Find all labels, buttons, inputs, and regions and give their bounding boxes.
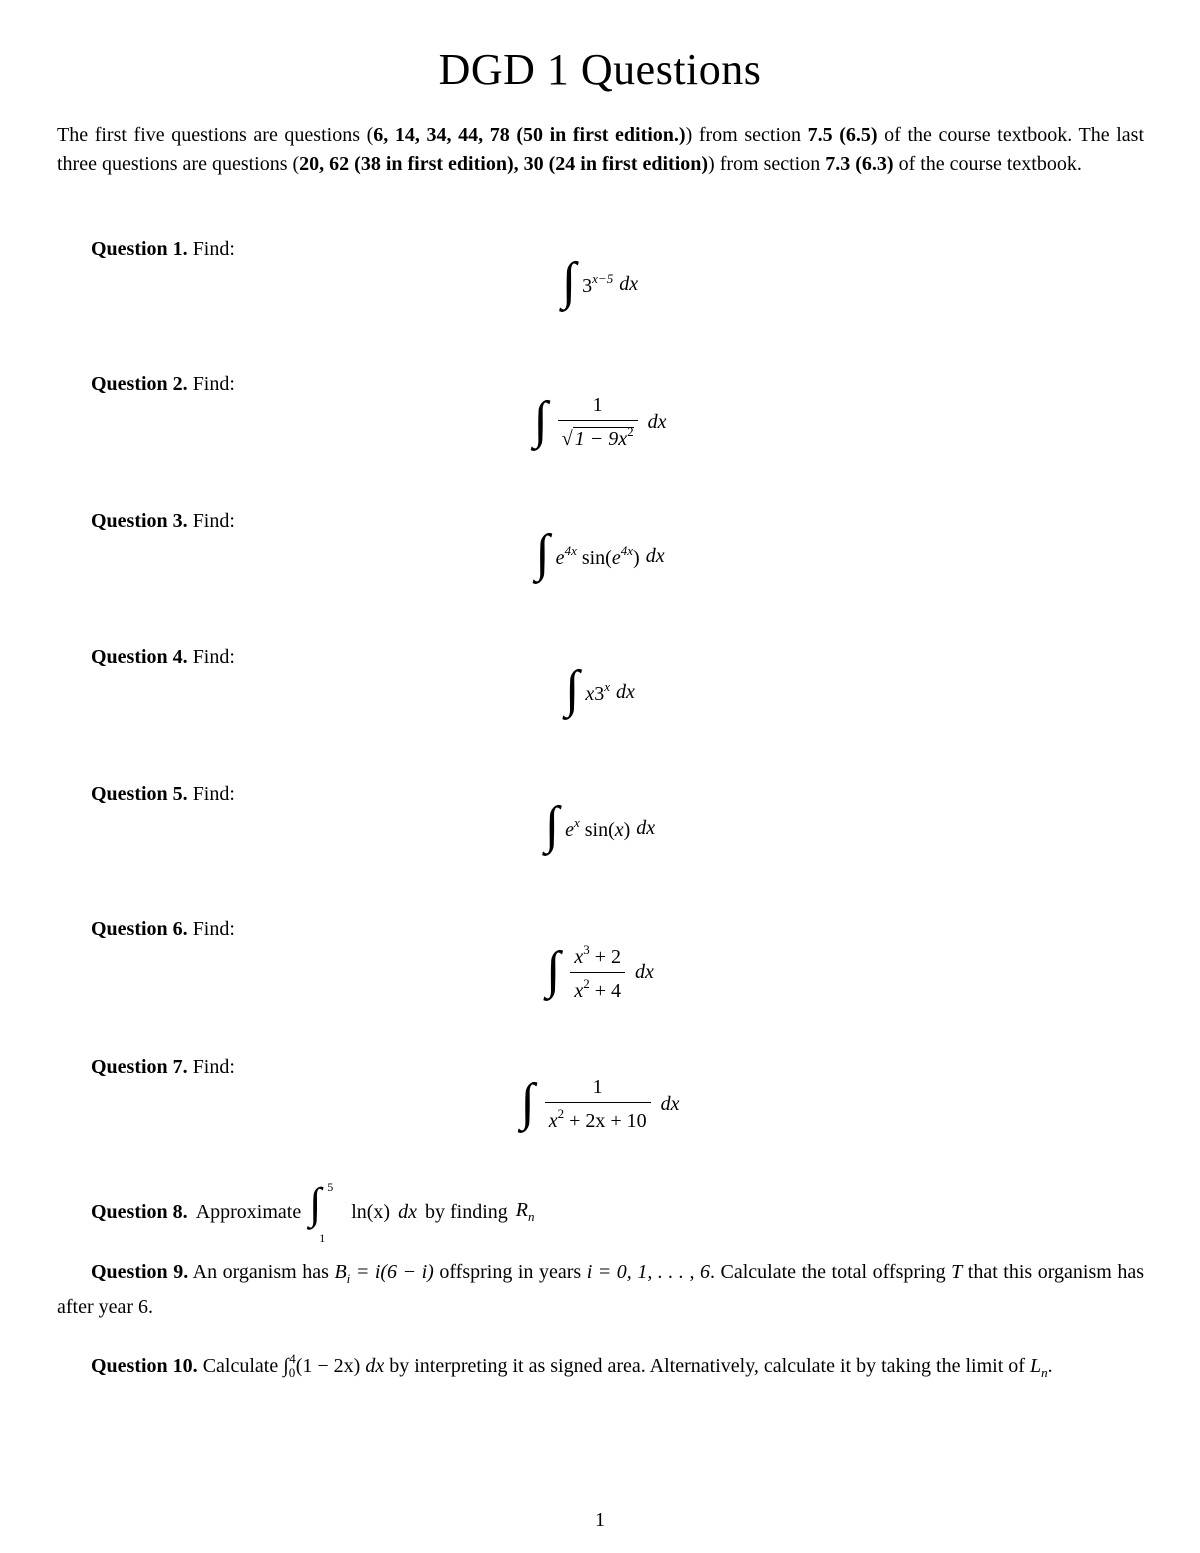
question-7-formula: ∫ $\frac{1}{x^2 + 2x + 10}$ dx bbox=[520, 1073, 680, 1132]
question-1: Question 1. Find: bbox=[91, 238, 235, 260]
question-5: Question 5. Find: bbox=[91, 783, 235, 805]
page-number: 1 bbox=[595, 1509, 605, 1531]
question-2: Question 2. Find: bbox=[91, 373, 235, 395]
question-6-formula: ∫ $\frac{x^3 + 2}{x^2 + 4}$ dx bbox=[546, 941, 654, 1002]
question-4: Question 4. Find: bbox=[91, 646, 235, 668]
question-3-formula: ∫ $e^{4x}$ $\sin(e^{4x})$ dx bbox=[535, 525, 665, 582]
page-title: DGD 1 Questions bbox=[438, 45, 762, 94]
question-9: Question 9. An organism has $B_i = i(6 - i)$ offspring in years i = 0, 1, . . . , 6. Calculate the total offspring T that this organism has after year 6. bbox=[57, 1261, 1144, 1318]
intro-paragraph: The first five questions are questions (6, 14, 34, 44, 78 (50 in first edition.)) from section 7.5 (6.5) of the course textbook. The last three questions are questions (20, 62 (38 in first edition), 30 (24 in first edition)) from section 7.3 (6.3) of the course textbook. bbox=[57, 124, 1145, 175]
question-6: Question 6. Find: bbox=[91, 918, 235, 940]
definite-integral: ∫ 5 1 bbox=[309, 1179, 334, 1245]
question-8: Question 8. Approximate ∫ 5 1 ln(x) dx by finding $R_n$ bbox=[91, 1179, 535, 1245]
question-4-formula: ∫ x3$^x$ dx bbox=[565, 661, 635, 718]
question-3: Question 3. Find: bbox=[91, 510, 235, 532]
question-7: Question 7. Find: bbox=[91, 1056, 235, 1078]
question-2-formula: ∫ $\frac{1}{√ 1 - 9x^2}$ dx bbox=[533, 391, 667, 450]
question-1-formula: ∫ $3^{x-5}$ dx bbox=[561, 253, 639, 310]
question-5-formula: ∫ $e^x$ sin(x) dx bbox=[544, 797, 656, 854]
question-10: Question 10. Calculate $\int_0^4(1 - 2x)$ dx by interpreting it as signed area. Alternatively, calculate it by taking the limit of $L_n$. bbox=[91, 1351, 1053, 1380]
